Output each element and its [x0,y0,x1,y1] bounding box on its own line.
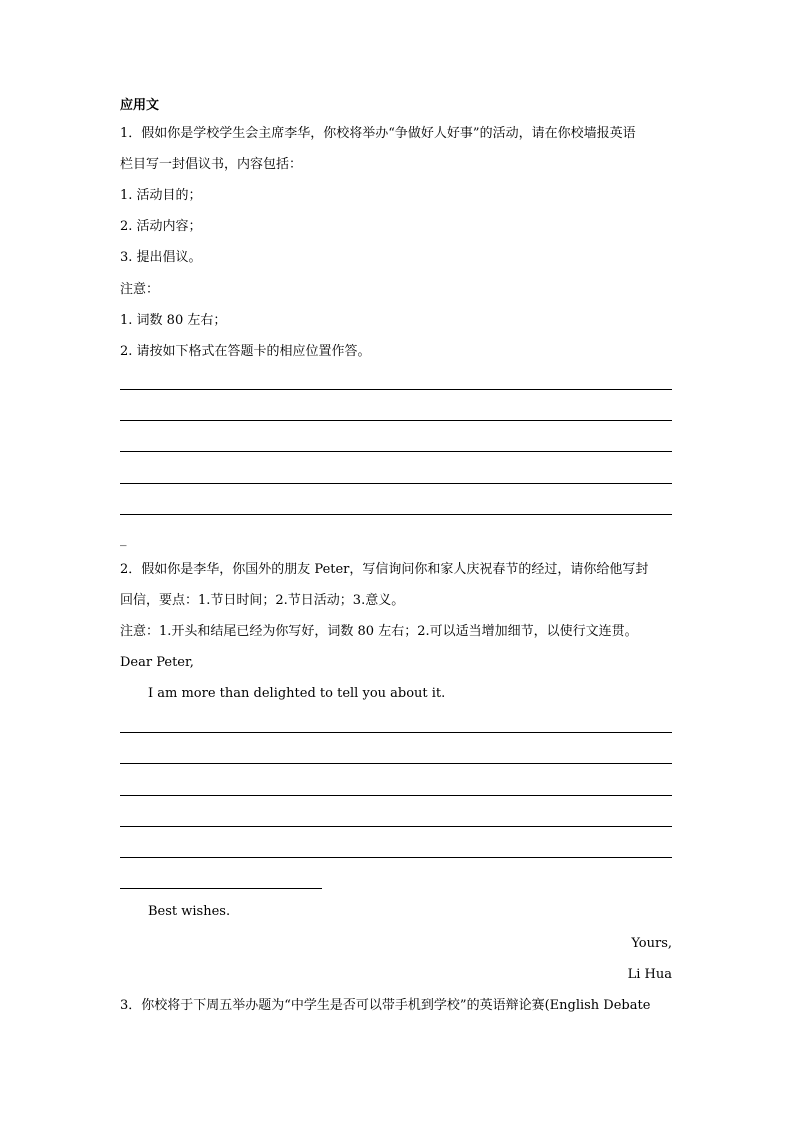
q1-prompt-line1: 1．假如你是学校学生会主席李华，你校将举办“争做好人好事”的活动，请在你校墙报英语 [120,126,636,141]
q2-signature: Li Hua [627,967,672,982]
q1-note-1: 1. 词数 80 左右； [120,313,227,328]
q2-answer-line [120,857,672,858]
q2-answer-line-short [120,888,322,889]
q2-prompt-line1: 2．假如你是李华，你国外的朋友 Peter，写信询问你和家人庆祝春节的经过，请你给他写封 [120,562,649,577]
q1-prompt-line2: 栏目写一封倡议书，内容包括： [120,157,303,172]
q2-answer-line [120,732,672,733]
q2-opening: I am more than delighted to tell you about it. [148,686,446,701]
q1-answer-line [120,483,672,484]
q1-answer-line [120,420,672,421]
q1-item-1: 1. 活动目的； [120,188,202,203]
q1-item-3: 3. 提出倡议。 [120,250,202,265]
q2-answer-line [120,795,672,796]
q1-answer-line [120,389,672,390]
section-title: 应用文 [120,98,160,113]
q2-prompt-line2: 回信，要点：1.节日时间；2.节日活动；3.意义。 [120,593,405,608]
q2-note: 注意：1.开头和结尾已经为你写好，词数 80 左右；2.可以适当增加细节，以使行文连贯。 [120,624,638,639]
q1-tail-mark: _ [120,532,127,547]
q2-answer-line [120,826,672,827]
q3-prompt-line1: 3．你校将于下周五举办题为“中学生是否可以带手机到学校”的英语辩论赛(English Debate [120,998,651,1013]
q1-item-2: 2. 活动内容； [120,219,202,234]
q1-answer-line [120,514,672,515]
q2-answer-line [120,763,672,764]
q1-note-2: 2. 请按如下格式在答题卡的相应位置作答。 [120,344,371,359]
q1-answer-line [120,451,672,452]
q2-closing: Best wishes. [148,904,231,919]
q1-notes-title: 注意： [120,282,160,297]
q2-salutation: Dear Peter, [120,655,194,670]
q2-sign-off: Yours, [631,936,672,951]
